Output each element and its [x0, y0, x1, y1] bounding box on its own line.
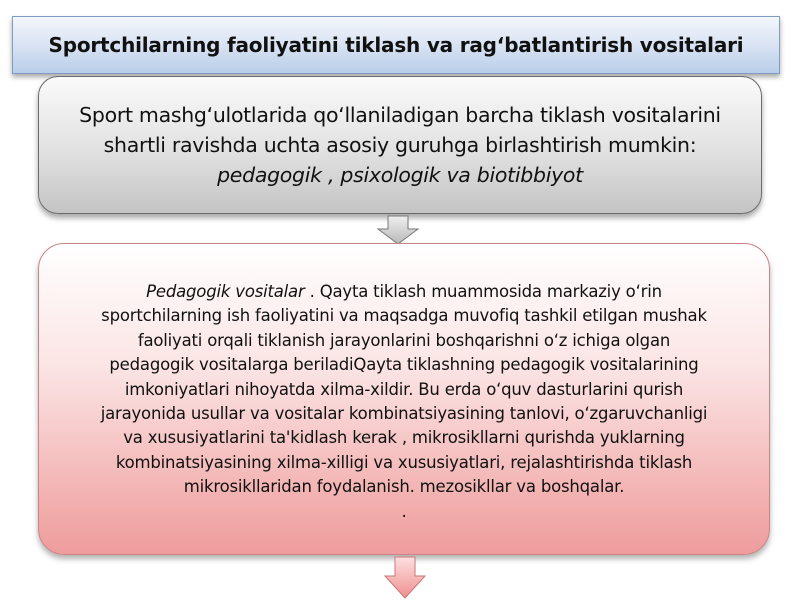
detail-line-5: imkoniyatlari nihoyatda xilma-xildir. Bu erda o‘quv dasturlarini qurish: [124, 379, 684, 399]
down-arrow-icon: [383, 556, 427, 586]
detail-line-1-rest: . Qayta tiklash muammosida markaziy o‘rin: [304, 281, 662, 301]
detail-line-4: pedagogik vositalarga beriladiQayta tiklashning pedagogik vositalarining: [109, 355, 699, 375]
down-arrow-icon: [376, 215, 420, 245]
intro-line-2: shartli ravishda uchta asosiy guruhga birlashtirish mumkin:: [103, 133, 697, 157]
intro-line-1: Sport mashgʻulotlarida qoʻllaniladigan barcha tiklash vositalarini: [79, 103, 721, 127]
title-banner: [12, 16, 780, 74]
detail-line-8: kombinatsiyasining xilma-xilligi va xususiyatlari, rejalashtirishda tiklash: [115, 452, 693, 472]
detail-line-9: mikrosikllaridan foydalanish. mezosikllar va boshqalar.: [183, 477, 625, 497]
intro-box: [38, 76, 762, 214]
detail-box: [38, 243, 770, 555]
detail-line-3: faoliyati orqali tiklanish jarayonlarini boshqarishni o‘z ichiga olgan: [137, 330, 671, 350]
intro-line-3: pedagogik , psixologik va biotibbiyot: [217, 163, 583, 187]
detail-line-1: [146, 280, 662, 304]
detail-line-6: jarayonida usullar va vositalar kombinatsiyasining tanlovi, o‘zgaruvchanligi: [100, 404, 708, 423]
detail-term: Pedagogik vositalar: [146, 281, 305, 301]
detail-line-7: va xususiyatlarini ta'kidlash kerak , mikrosikllarni qurishda yuklarning: [123, 428, 685, 448]
detail-line-2: sportchilarning ish faoliyatini va maqsadga muvofiq tashkil etilgan mushak: [101, 306, 707, 326]
detail-line-10: .: [401, 501, 407, 521]
slide-title: Sportchilarning faoliyatini tiklash va ragʻbatlantirish vositalari: [48, 33, 744, 57]
